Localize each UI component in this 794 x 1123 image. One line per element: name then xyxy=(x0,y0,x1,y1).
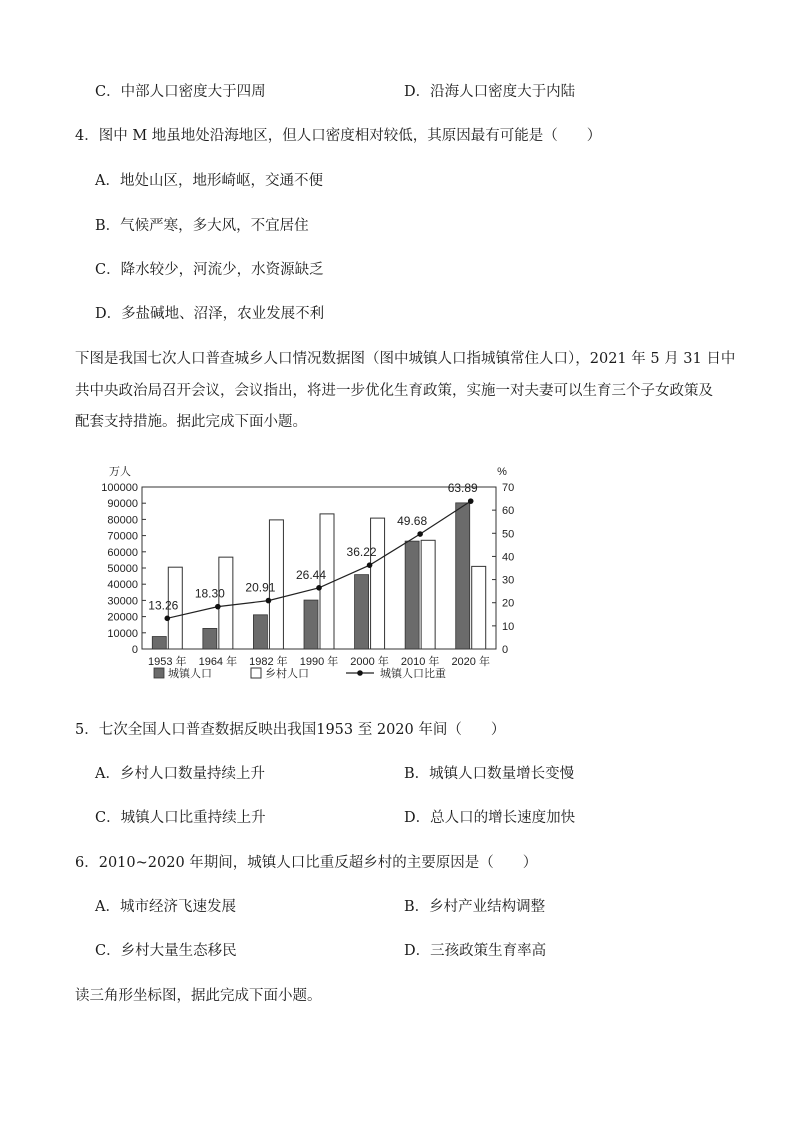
q3-option-c: C．中部人口密度大于四周 xyxy=(95,84,266,100)
y-right-tick-label: 60 xyxy=(502,505,515,518)
legend-rural-label: 乡村人口 xyxy=(265,668,309,680)
ratio-point xyxy=(417,531,423,537)
legend-rural-swatch xyxy=(251,668,261,678)
x-tick-label: 2020 年 xyxy=(451,656,490,668)
ratio-point-label: 63.89 xyxy=(447,481,478,496)
y-left-tick-label: 10000 xyxy=(107,627,138,640)
q5-stem: 5．七次全国人口普查数据反映出我国1953 至 2020 年间（ ） xyxy=(75,722,506,738)
x-tick-label: 1964 年 xyxy=(198,656,238,668)
q4-option-c: C．降水较少，河流少，水资源缺乏 xyxy=(95,262,324,278)
ratio-point xyxy=(215,604,221,610)
bar-rural xyxy=(421,540,435,649)
q4-stem: 4．图中 M 地虽地处沿海地区，但人口密度相对较低，其原因最有可能是（ ） xyxy=(75,128,602,144)
y-right-tick-label: 40 xyxy=(502,551,515,564)
y-left-tick-label: 100000 xyxy=(101,482,138,494)
y-right-tick-label: 10 xyxy=(502,620,515,633)
bar-rural xyxy=(219,557,233,649)
y-left-tick-label: 50000 xyxy=(107,563,138,575)
bar-urban xyxy=(405,541,419,649)
y-left-tick-label: 70000 xyxy=(107,530,138,543)
q6-option-a: A．城市经济飞速发展 xyxy=(95,899,236,915)
q6-option-d: D．三孩政策生育率高 xyxy=(404,943,547,959)
ratio-point-label: 20.91 xyxy=(245,580,276,595)
bar-urban xyxy=(456,503,470,649)
y-right-tick-label: 20 xyxy=(502,597,515,610)
q5-option-d: D．总人口的增长速度加快 xyxy=(404,810,576,826)
y-right-tick-label: 0 xyxy=(502,644,509,656)
q4-option-b: B．气候严寒，多大风，不宜居住 xyxy=(95,218,309,234)
q5-option-c: C．城镇人口比重持续上升 xyxy=(95,810,266,826)
x-tick-label: 1990 年 xyxy=(299,656,339,668)
y-left-tick-label: 80000 xyxy=(107,514,138,527)
legend-urban-swatch xyxy=(154,668,164,678)
q5-option-a: A．乡村人口数量持续上升 xyxy=(95,766,265,782)
y-left-tick-label: 40000 xyxy=(107,579,138,592)
bar-rural xyxy=(472,566,486,649)
q4-option-d: D．多盐碱地、沼泽，农业发展不利 xyxy=(95,306,325,322)
x-tick-label: 1953 年 xyxy=(148,656,187,668)
y-left-tick-label: 30000 xyxy=(107,595,138,608)
y-left-tick-label: 0 xyxy=(131,644,138,656)
intro-line-3: 配套支持措施。据此完成下面小题。 xyxy=(75,414,307,430)
q5-option-b: B．城镇人口数量增长变慢 xyxy=(404,766,575,782)
bar-urban xyxy=(355,575,369,649)
bar-urban xyxy=(203,628,217,649)
chart-svg xyxy=(96,463,516,693)
ratio-point-label: 36.22 xyxy=(346,545,377,560)
ratio-point xyxy=(367,562,373,568)
q6-option-c: C．乡村大量生态移民 xyxy=(95,943,237,959)
legend-ratio-point xyxy=(357,670,363,676)
ratio-point xyxy=(468,498,474,504)
bar-rural xyxy=(371,518,385,649)
y-left-tick-label: 90000 xyxy=(107,498,138,511)
legend-ratio-label: 城镇人口比重 xyxy=(380,668,446,680)
legend-urban-label: 城镇人口 xyxy=(168,668,212,680)
x-tick-label: 2010 年 xyxy=(400,656,440,668)
ratio-point xyxy=(164,616,170,622)
ratio-point xyxy=(266,598,272,604)
x-tick-label: 1982 年 xyxy=(249,656,288,668)
y-left-tick-label: 60000 xyxy=(107,546,138,559)
q6-option-b: B．乡村产业结构调整 xyxy=(404,899,546,915)
y-left-unit: 万人 xyxy=(109,466,131,478)
y-right-tick-label: 30 xyxy=(502,574,515,587)
q6-stem: 6．2010~2020 年期间，城镇人口比重反超乡村的主要原因是（ ） xyxy=(75,855,538,871)
intro-line-2: 共中央政治局召开会议，会议指出，将进一步优化生育政策，实施一对夫妻可以生育三个子女政策及 xyxy=(75,383,713,399)
bar-urban xyxy=(304,600,318,649)
intro-line-1: 下图是我国七次人口普查城乡人口情况数据图（图中城镇人口指城镇常住人口），2021 年 5 月 31 日中 xyxy=(75,351,736,367)
y-right-tick-label: 70 xyxy=(502,482,515,494)
ratio-point-label: 13.26 xyxy=(148,598,179,613)
ratio-point-label: 26.44 xyxy=(295,567,327,582)
ratio-point xyxy=(316,585,322,591)
y-left-tick-label: 20000 xyxy=(107,611,138,624)
bar-urban xyxy=(253,615,267,649)
x-tick-label: 2000 年 xyxy=(350,656,389,668)
ratio-point-label: 18.30 xyxy=(194,586,225,601)
outro-text: 读三角形坐标图，据此完成下面小题。 xyxy=(75,988,322,1004)
population-chart xyxy=(96,463,516,693)
q4-option-a: A．地处山区，地形崎岖，交通不便 xyxy=(95,173,323,189)
y-right-tick-label: 50 xyxy=(502,528,515,541)
y-right-unit: % xyxy=(497,466,507,478)
q3-option-d: D．沿海人口密度大于内陆 xyxy=(404,84,576,100)
ratio-point-label: 49.68 xyxy=(397,514,428,529)
bar-urban xyxy=(152,637,166,649)
